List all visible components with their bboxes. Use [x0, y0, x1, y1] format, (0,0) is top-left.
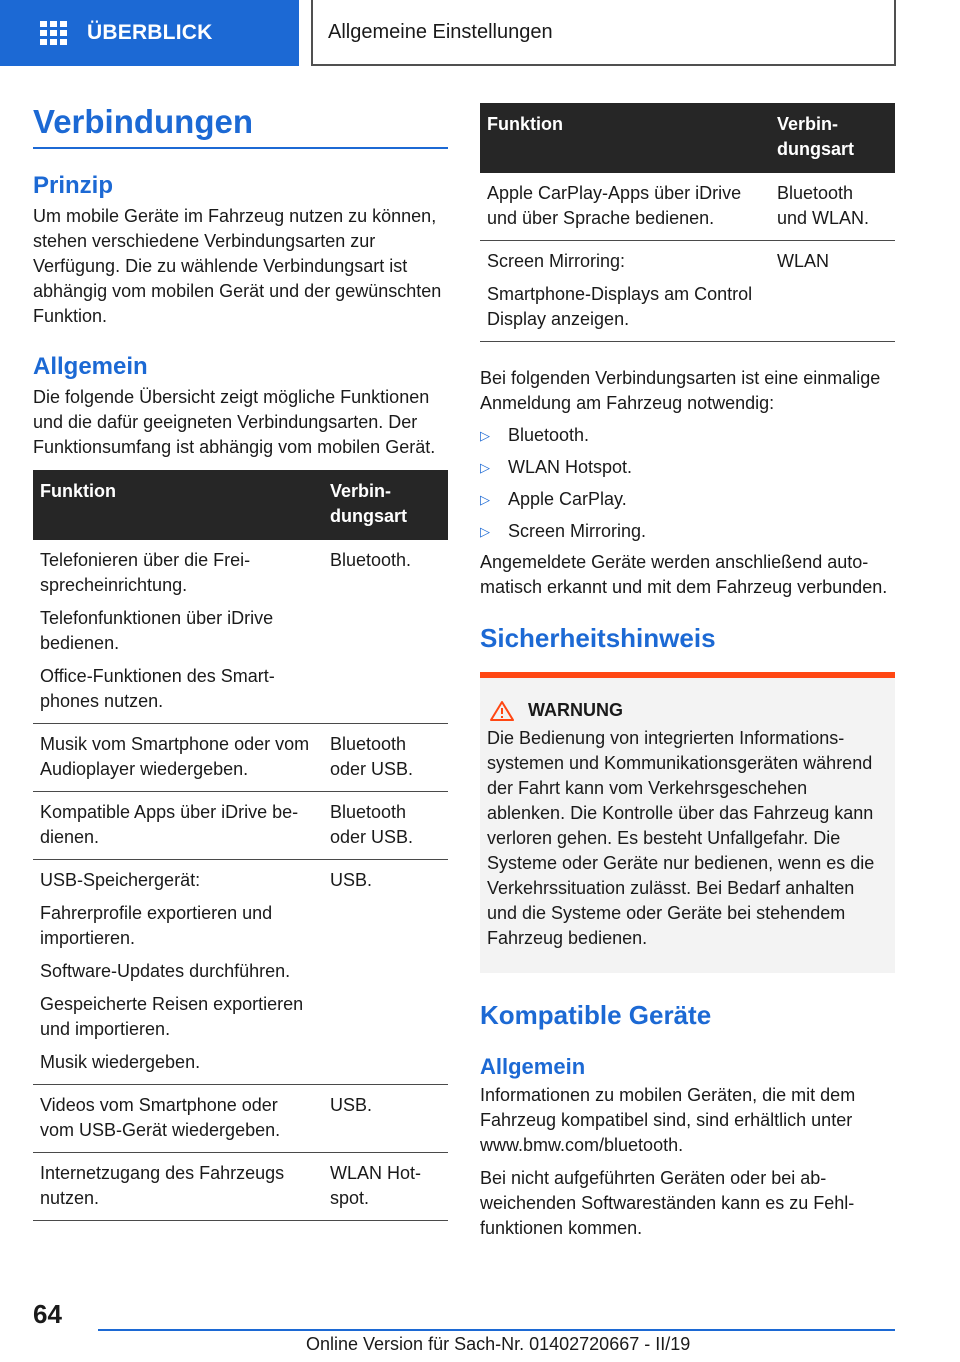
table-header-row	[33, 470, 448, 540]
right-column	[480, 103, 895, 1241]
verbindung-cell: Bluetooth.	[323, 540, 448, 724]
verbindung-cell: Bluetooth oder USB.	[323, 792, 448, 860]
warning-box	[480, 672, 895, 973]
header-funktion: Funktion	[480, 103, 770, 173]
table-row	[33, 724, 448, 792]
funktion-line: Internetzugang des Fahrzeugs nutzen.	[40, 1163, 285, 1208]
list-item	[480, 423, 895, 448]
list-item-text: WLAN Hotspot.	[508, 457, 633, 477]
anmeldung-text: Bei folgenden Verbindungsarten ist eine einmalige Anmeldung am Fahrzeug notwendig:	[480, 368, 881, 413]
list-item-text: Screen Mirroring.	[508, 521, 647, 541]
funktion-line: USB-Speichergerät:	[40, 870, 201, 890]
triangle-bullet-icon: ▷	[480, 492, 490, 507]
table-row	[480, 241, 895, 342]
kompatibel-text-2: Bei nicht aufgeführten Geräten oder bei abweichenden Softwareständen kann es zu Fehlfunktionen kommen.	[480, 1168, 855, 1238]
funktion-cell	[33, 1153, 323, 1221]
table-row	[480, 173, 895, 241]
verbindung-cell: Bluetooth und WLAN.	[770, 173, 895, 241]
kompatibel-allgemein-heading: Allgemein	[480, 1054, 586, 1079]
triangle-bullet-icon: ▷	[480, 460, 490, 475]
verbindung-cell: WLAN Hotspot.	[323, 1153, 448, 1221]
footer-divider	[98, 1329, 895, 1331]
page-number: 64	[33, 1299, 62, 1329]
section-title: Allgemeine Einstellungen	[311, 0, 896, 66]
funktion-line: Software-Updates durchführen.	[40, 961, 291, 981]
funktion-cell	[480, 241, 770, 342]
funktion-cell	[33, 792, 323, 860]
table-row	[33, 1153, 448, 1221]
warning-header	[487, 698, 887, 723]
table-row	[33, 792, 448, 860]
footer-online-version: Online Version für Sach-Nr. 01402720667 - II/19	[306, 1334, 691, 1354]
kompatibel-text-1: Informationen zu mobilen Geräten, die mit dem Fahrzeug kompatibel sind, sind erhältlich unter www.bmw.com/bluetooth.	[480, 1085, 856, 1155]
verbindung-cell: WLAN	[770, 241, 895, 342]
funktion-cell	[480, 173, 770, 241]
header-verbindungsart: Verbindungsart	[770, 103, 895, 173]
funktion-cell	[33, 1085, 323, 1153]
funktion-line: Screen Mirroring:	[487, 251, 626, 271]
after-bullets-text: Angemeldete Geräte werden anschließend automatisch erkannt und mit dem Fahrzeug verbunden.	[480, 552, 888, 597]
connection-table-continued	[480, 103, 895, 342]
funktion-line: Telefonfunktionen über iDrive bedienen.	[40, 608, 274, 653]
funktion-line: Apple CarPlay-Apps über iDrive und über Sprache bedienen.	[487, 183, 742, 228]
funktion-line: Videos vom Smartphone oder vom USB-Gerät wiedergeben.	[40, 1095, 281, 1140]
funktion-line: Musik vom Smartphone oder vom Audioplayer wiedergeben.	[40, 734, 310, 779]
kompatibel-heading: Kompatible Geräte	[480, 1000, 712, 1030]
funktion-line: Gespeicherte Reisen exportieren und importieren.	[40, 994, 304, 1039]
list-item-text: Apple CarPlay.	[508, 489, 627, 509]
grid-menu-icon	[40, 21, 67, 45]
table-row	[33, 540, 448, 724]
prinzip-heading: Prinzip	[33, 172, 114, 199]
funktion-line: Telefonieren über die Freisprecheinrichtung.	[40, 550, 251, 595]
connection-list	[480, 423, 895, 544]
header-funktion: Funktion	[33, 470, 323, 540]
verbindung-cell: USB.	[323, 1085, 448, 1153]
warning-triangle-icon	[490, 700, 514, 722]
prinzip-text: Um mobile Geräte im Fahrzeug nutzen zu können, stehen verschiedene Verbindungsarten zur Verfügung. Die zu wählende Verbindungsart ist abhängig vom mobilen Gerät und der gewünschten Funktion.	[33, 206, 442, 326]
table-row	[33, 1085, 448, 1153]
list-item	[480, 455, 895, 480]
funktion-cell	[33, 724, 323, 792]
verbindung-cell: Bluetooth oder USB.	[323, 724, 448, 792]
verbindung-cell: USB.	[323, 860, 448, 1085]
funktion-line: Smartphone-Displays am Control Display anzeigen.	[487, 284, 753, 329]
warning-text: Die Bedienung von integrierten Informationssystemen und Kommunikationsgeräten während der Fahrt kann vom Verkehrsgeschehen ablenken. Die Kontrolle über das Fahrzeug kann verloren gehen. Es besteht Unfallgefahr. Die Systeme oder Geräte nur bedienen, wenn es die Verkehrssituation zulässt. Bei Bedarf anhalten und die Systeme oder Geräte bei stehendem Fahrzeug bedienen.	[487, 728, 875, 948]
funktion-cell	[33, 860, 323, 1085]
connection-table	[33, 470, 448, 1221]
warning-label: WARNUNG	[528, 700, 623, 720]
funktion-cell	[33, 540, 323, 724]
sicherheit-heading: Sicherheitshinweis	[480, 623, 716, 653]
allgemein-text: Die folgende Übersicht zeigt mögliche Funktionen und die dafür geeigneten Verbindungsarten. Der Funktionsumfang ist abhängig vom mobilen Gerät.	[33, 387, 436, 457]
page-title: Verbindungen	[33, 100, 448, 149]
left-column	[33, 100, 448, 1221]
funktion-line: Office-Funktionen des Smartphones nutzen.	[40, 666, 275, 711]
list-item	[480, 519, 895, 544]
table-header-row	[480, 103, 895, 173]
overview-tab[interactable]	[0, 0, 299, 66]
triangle-bullet-icon: ▷	[480, 428, 490, 443]
funktion-line: Kompatible Apps über iDrive bedienen.	[40, 802, 299, 847]
allgemein-heading: Allgemein	[33, 353, 148, 380]
table-row	[33, 860, 448, 1085]
list-item	[480, 487, 895, 512]
funktion-line: Musik wiedergeben.	[40, 1052, 201, 1072]
header-verbindungsart: Verbindungsart	[323, 470, 448, 540]
overview-tab-label: ÜBERBLICK	[87, 21, 213, 44]
funktion-line: Fahrerprofile exportieren und importieren.	[40, 903, 273, 948]
triangle-bullet-icon: ▷	[480, 524, 490, 539]
list-item-text: Bluetooth.	[508, 425, 590, 445]
